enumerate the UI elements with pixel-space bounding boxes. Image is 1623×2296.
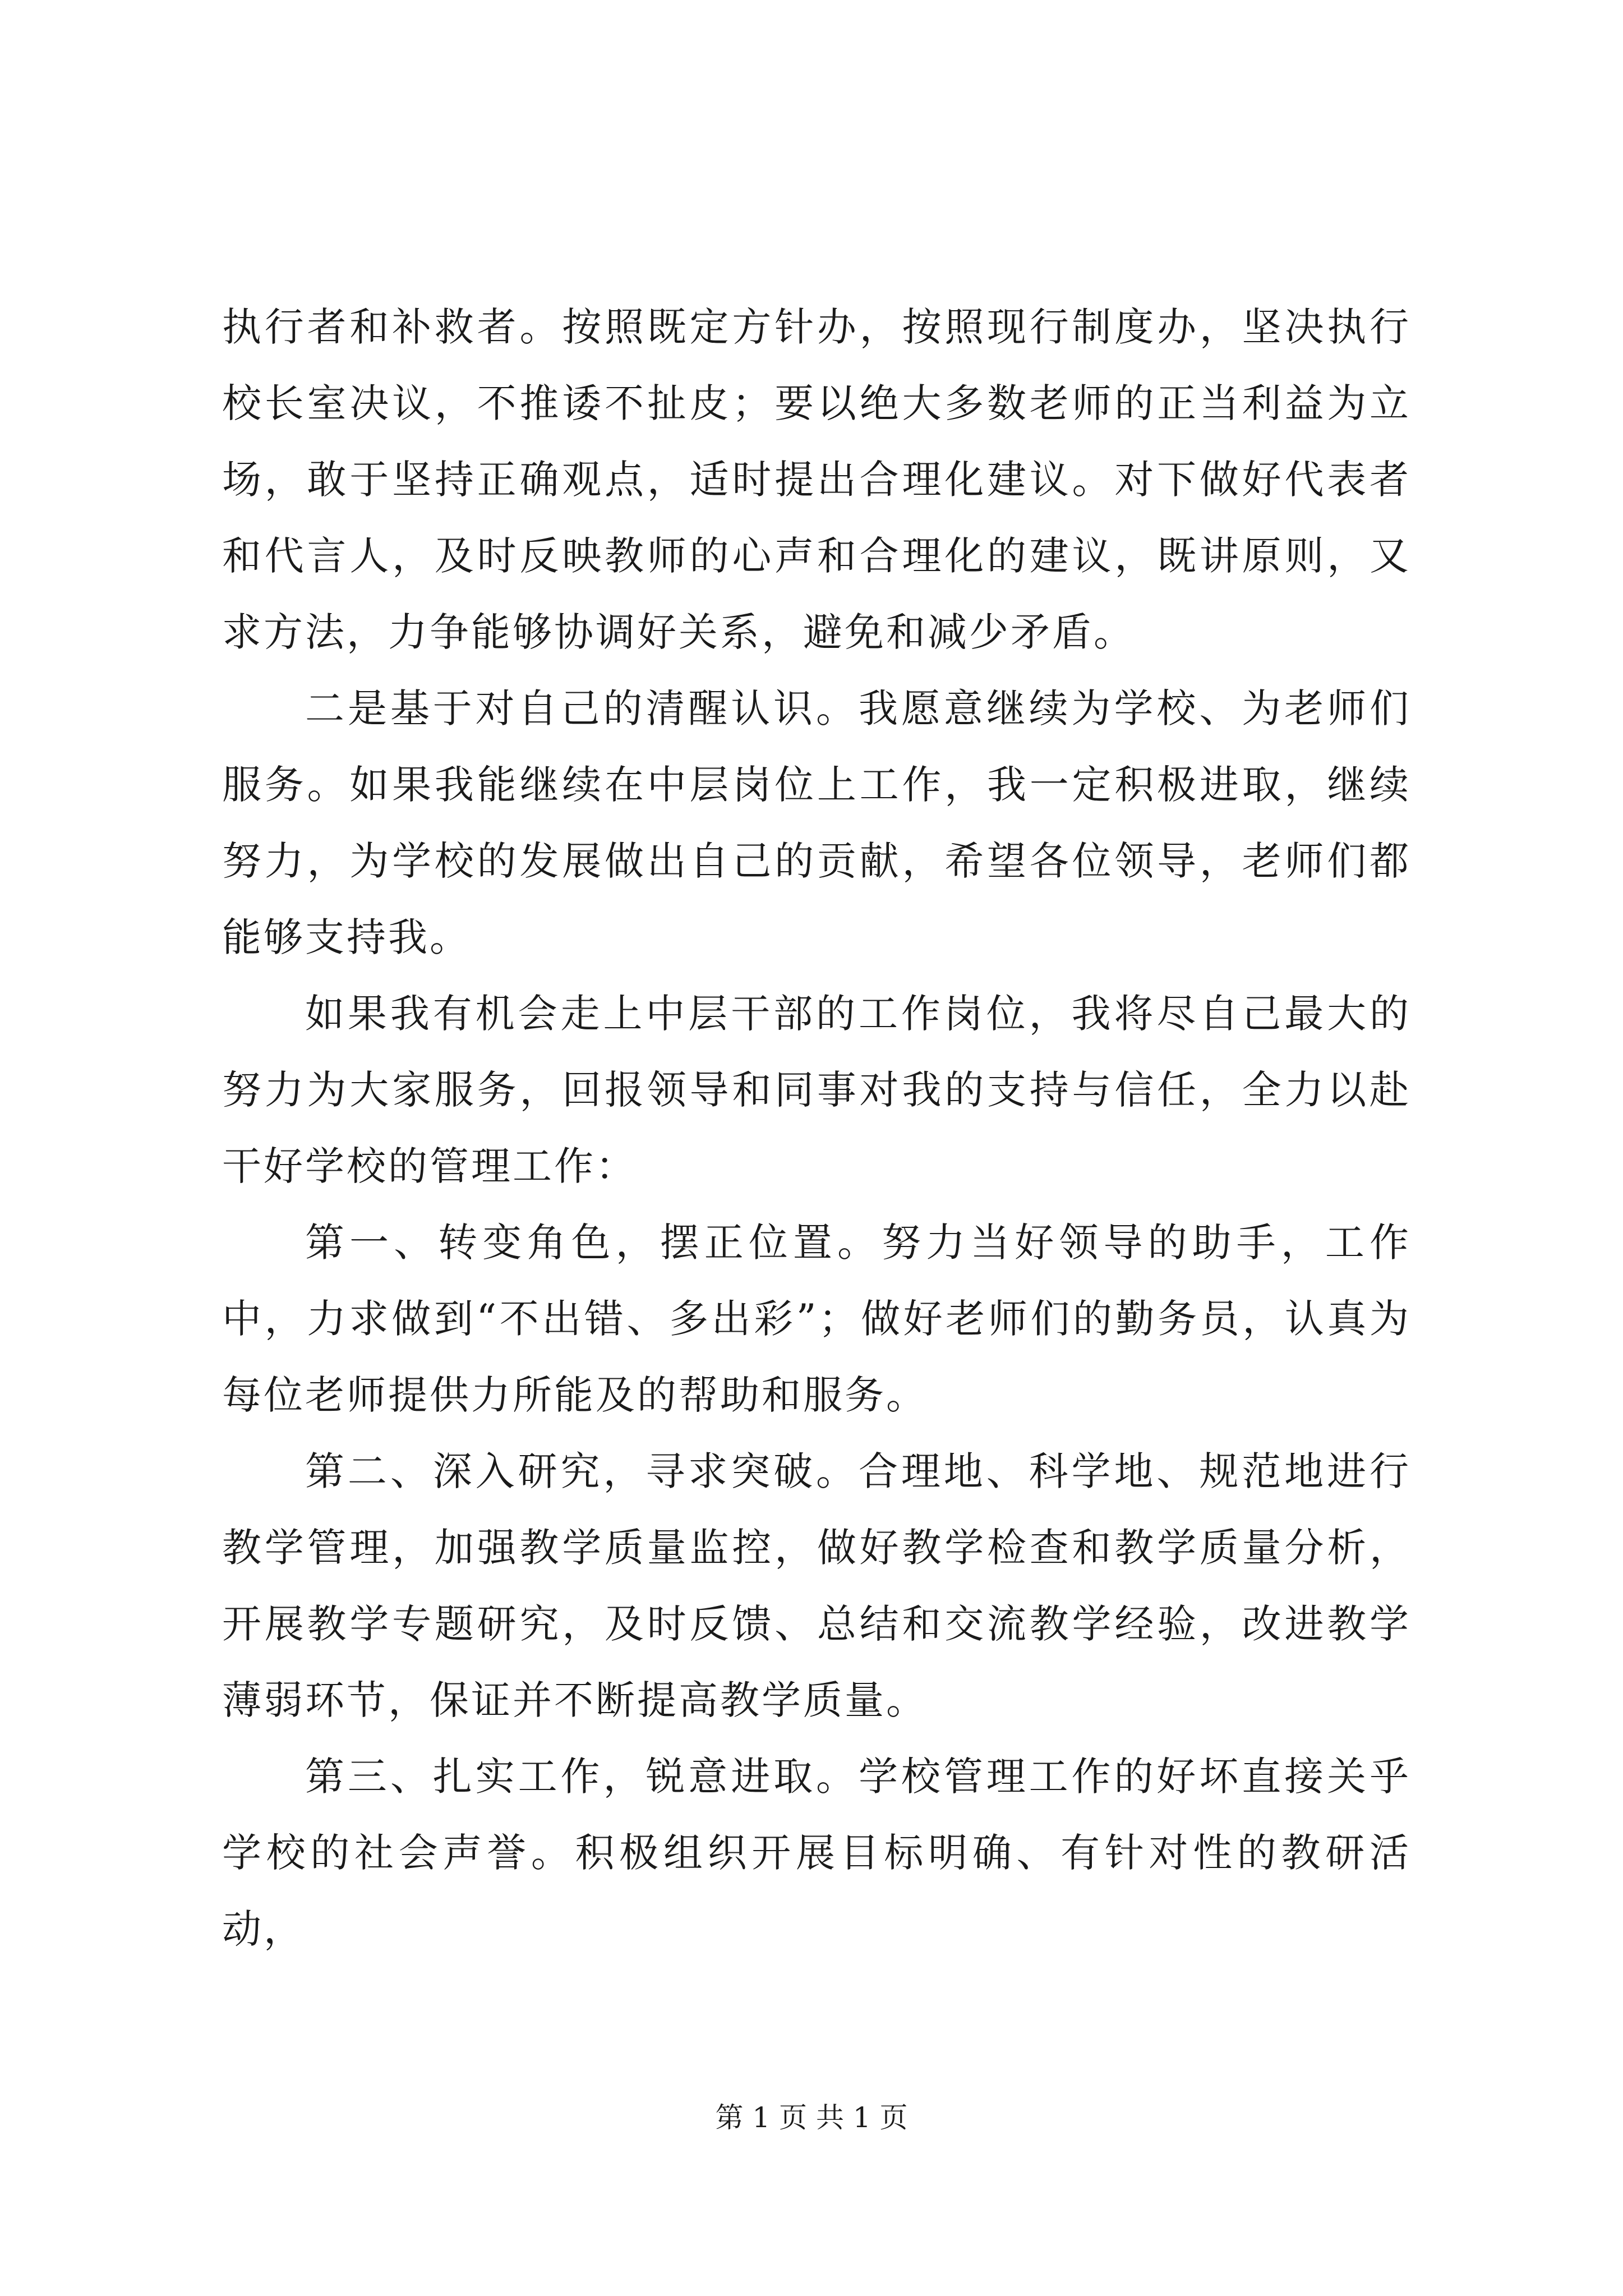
paragraph-1: 执行者和补救者。按照既定方针办，按照现行制度办，坚决执行校长室决议，不推诿不扯皮；要以绝大多数老师的正当利益为立场，敢于坚持正确观点，适时提出合理化建议。对下做好代表者和代言人，及时反映教师的心声和合理化的建议，既讲原则，又求方法，力争能够协调好关系，避免和减少矛盾。 bbox=[222, 304, 1411, 655]
document-body bbox=[222, 289, 1411, 1967]
page-footer: 第 1 页 共 1 页 bbox=[715, 2101, 908, 2134]
paragraph-2: 二是基于对自己的清醒认识。我愿意继续为学校、为老师们服务。如果我能继续在中层岗位上工作，我一定积极进取，继续努力，为学校的发展做出自己的贡献，希望各位领导，老师们都能够支持我。 bbox=[222, 685, 1411, 960]
paragraph-6: 第三、扎实工作，锐意进取。学校管理工作的好坏直接关乎学校的社会声誉。积极组织开展目标明确、有针对性的教研活动， bbox=[222, 1754, 1411, 1952]
paragraph-5: 第二、深入研究，寻求突破。合理地、科学地、规范地进行教学管理，加强教学质量监控，做好教学检查和教学质量分析，开展教学专题研究，及时反馈、总结和交流教学经验，改进教学薄弱环节，保证并不断提高教学质量。 bbox=[222, 1448, 1411, 1723]
paragraph-4: 第一、转变角色，摆正位置。努力当好领导的助手，工作中，力求做到“不出错、多出彩”；做好老师们的勤务员，认真为每位老师提供力所能及的帮助和服务。 bbox=[222, 1220, 1411, 1418]
paragraph-3: 如果我有机会走上中层干部的工作岗位，我将尽自己最大的努力为大家服务，回报领导和同事对我的支持与信任，全力以赴干好学校的管理工作： bbox=[222, 991, 1411, 1189]
